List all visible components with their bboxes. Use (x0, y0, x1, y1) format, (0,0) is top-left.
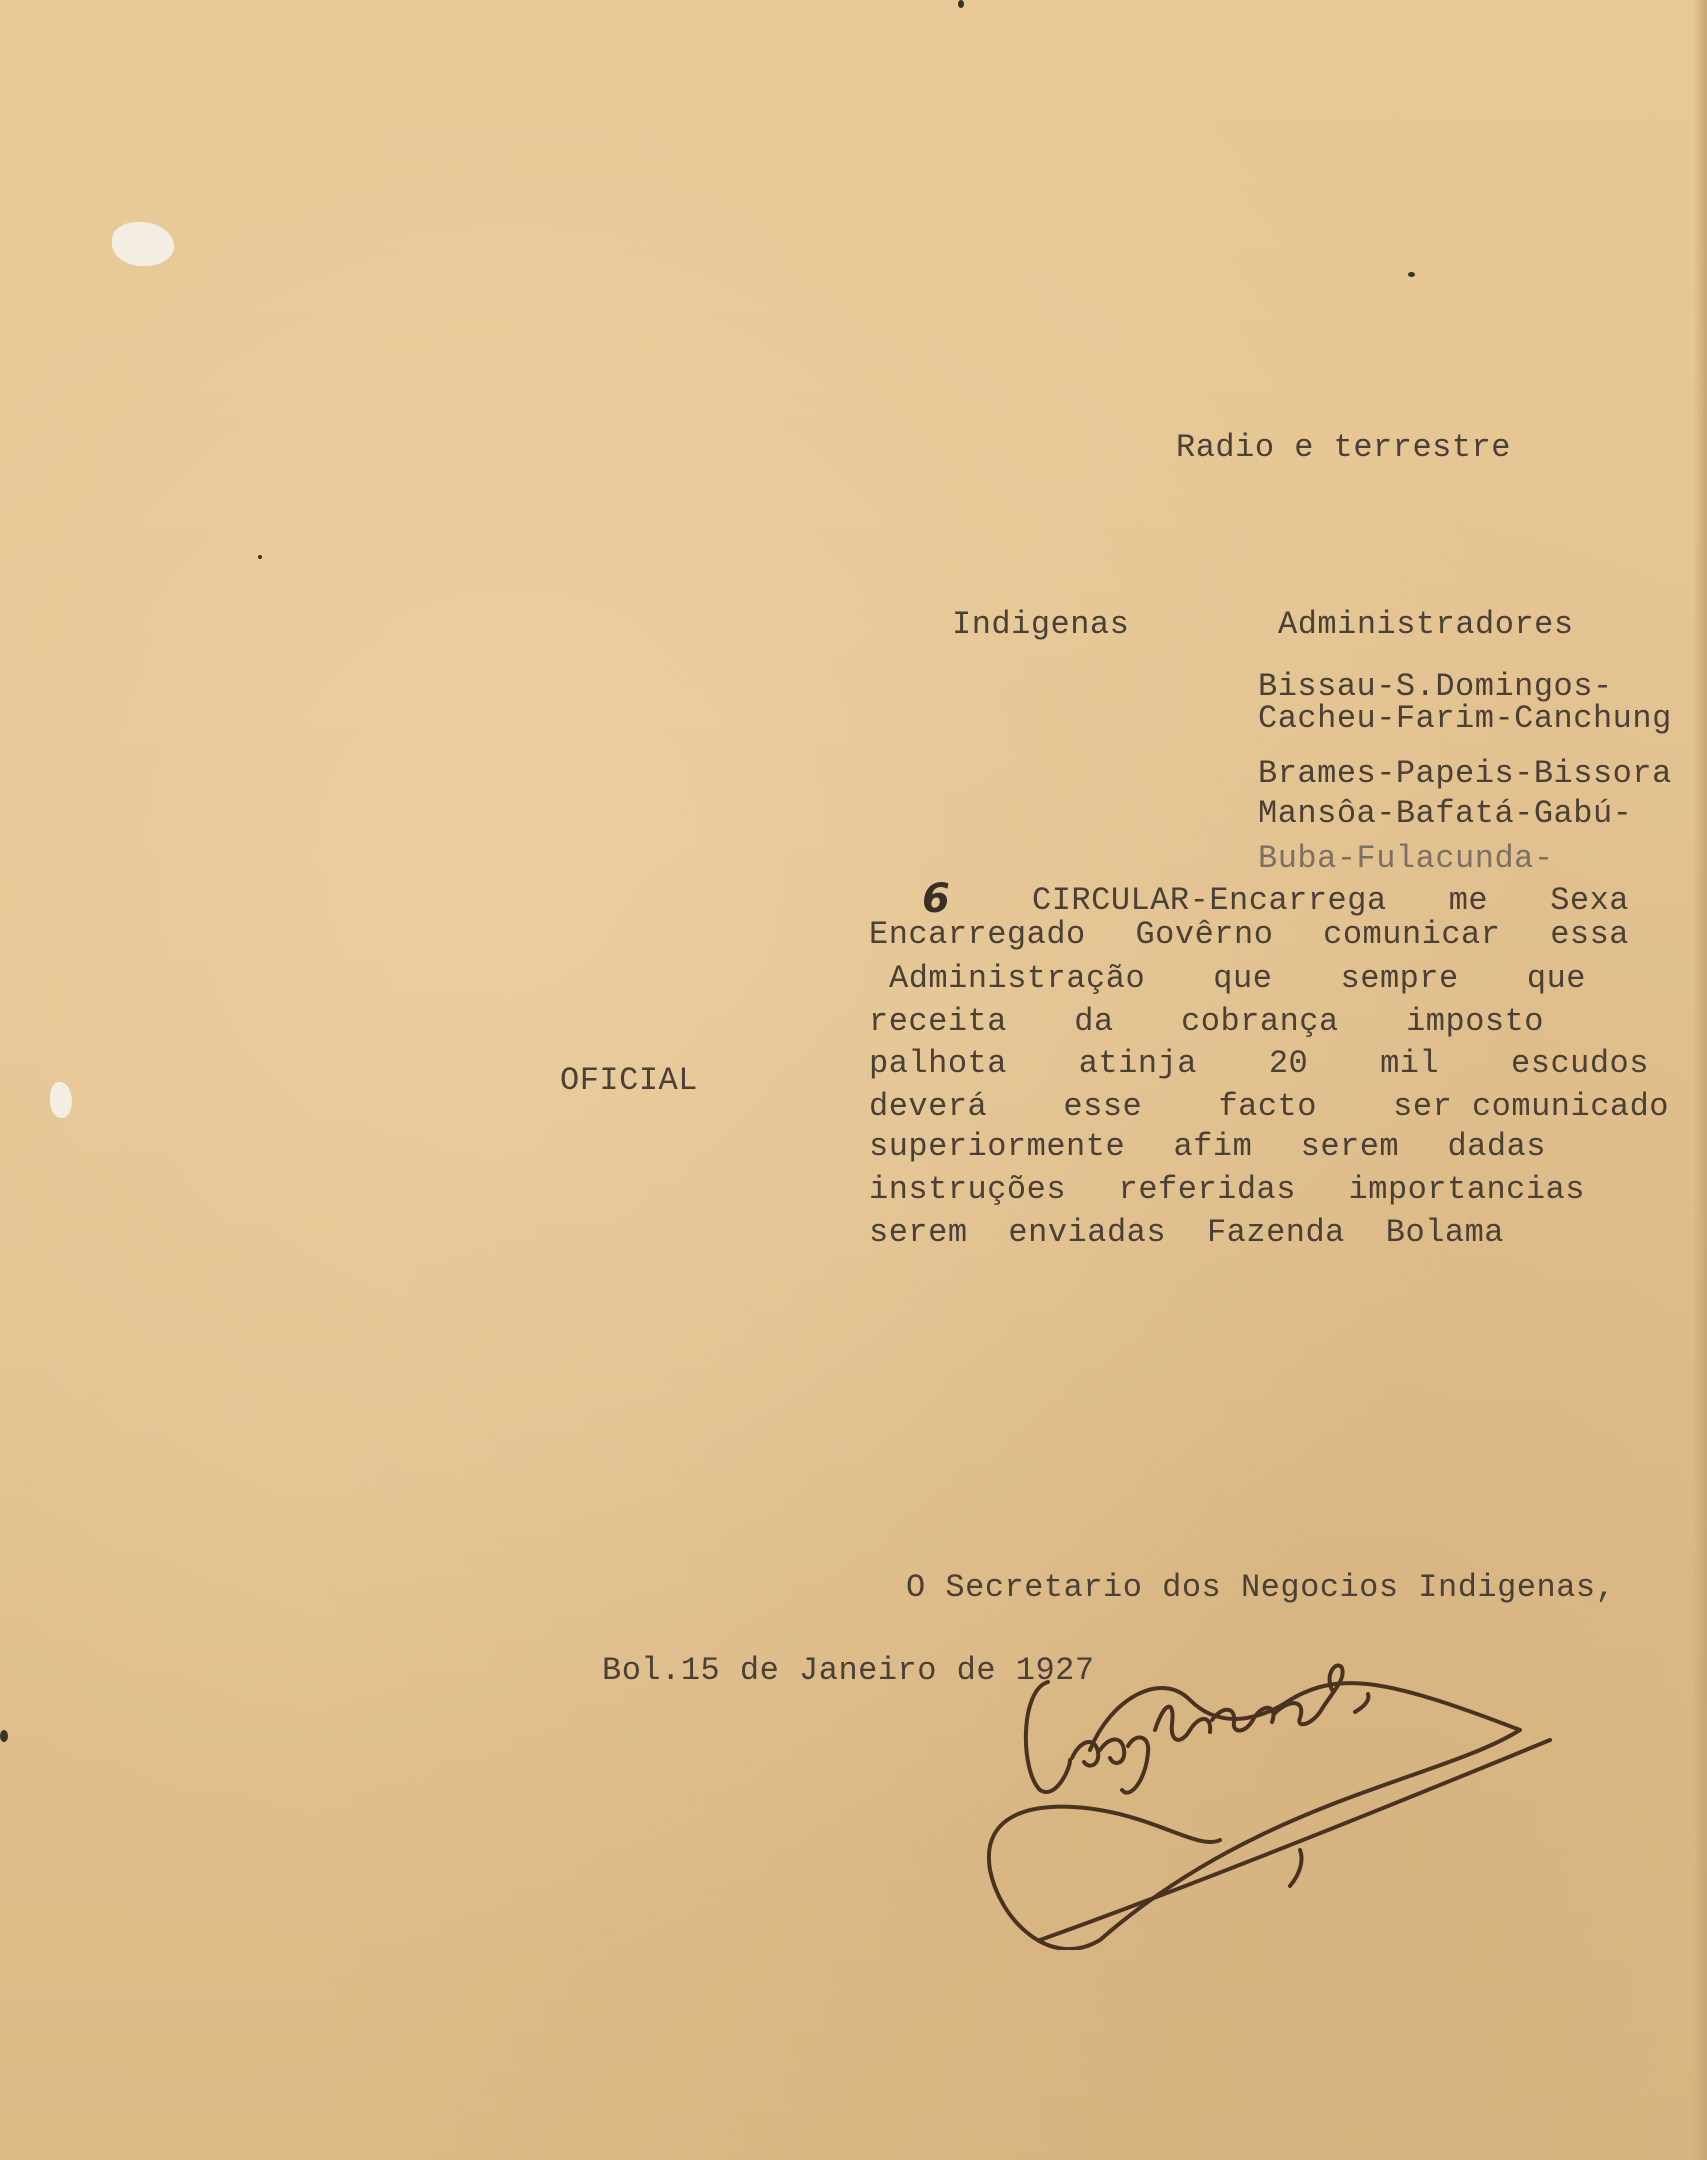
paper-edge (1693, 0, 1707, 2160)
circular-line: deverá esse facto ser comunicado (869, 1088, 1669, 1125)
paper-tear-middle (50, 1082, 72, 1118)
circular-line: CIRCULAR-Encarrega me Sexa (1032, 882, 1629, 919)
circular-line: superiormente afim serem dadas (869, 1128, 1546, 1165)
sender-title: O Secretario dos Negocios Indigenas, (906, 1569, 1616, 1606)
ink-speck (258, 555, 262, 559)
date-line: Bol.15 de Janeiro de 1927 (602, 1652, 1095, 1689)
circular-line: Administração que sempre que (889, 960, 1586, 997)
circular-line: serem enviadas Fazenda Bolama (869, 1214, 1504, 1251)
signature (960, 1640, 1580, 1950)
recipient-line: Brames-Papeis-Bissora (1258, 755, 1672, 792)
header-administradores: Administradores (1278, 606, 1574, 643)
transmission-type: Radio e terrestre (1176, 429, 1511, 466)
recipient-line: Mansôa-Bafatá-Gabú- (1258, 795, 1633, 832)
header-indigenas: Indigenas (952, 606, 1130, 643)
ink-speck (958, 0, 964, 8)
circular-line: Encarregado Govêrno comunicar essa (869, 916, 1629, 953)
paper-tear-top (112, 222, 174, 266)
recipient-line: Bissau-S.Domingos- (1258, 668, 1613, 705)
circular-number: 6 (922, 876, 950, 922)
recipient-line: Buba-Fulacunda- (1258, 840, 1554, 877)
ink-speck (0, 1730, 8, 1742)
circular-line: receita da cobrança imposto (869, 1003, 1544, 1040)
classification-label: OFICIAL (560, 1062, 698, 1099)
circular-line: palhota atinja 20 mil escudos (869, 1045, 1649, 1082)
ink-speck (1408, 272, 1415, 277)
recipient-line: Cacheu-Farim-Canchung (1258, 700, 1672, 737)
circular-line: instruções referidas importancias (869, 1171, 1585, 1208)
